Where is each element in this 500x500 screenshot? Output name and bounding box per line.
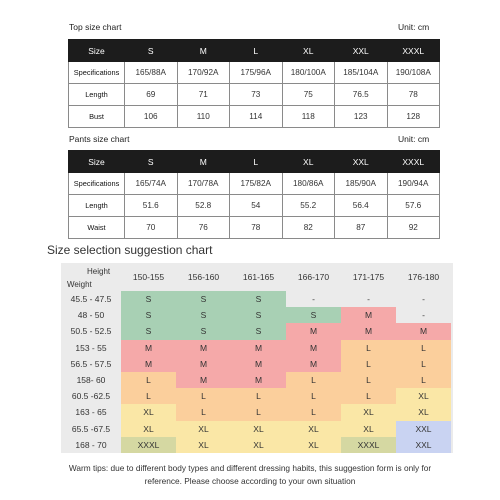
weight-range-label: 60.5 -62.5 [71,391,111,402]
size-header-label: Size [69,40,125,62]
table-cell: 52.8 [177,195,230,217]
row-label: Length [69,195,125,217]
table-row [69,195,440,217]
suggestion-cell: - [286,291,341,307]
suggestion-cell: M [231,372,286,388]
suggestion-cell: M [231,356,286,372]
table-row [69,84,440,106]
table-cell: 128 [387,106,440,128]
size-header-xxxl: XXXL [387,40,440,62]
pants-chart-title: Pants size chart [69,134,130,144]
table-cell: 78 [230,217,283,239]
suggestion-cell: XL [231,437,286,453]
table-cell: 114 [230,106,283,128]
table-cell: 185/90A [335,173,388,195]
suggestion-cell: XXXL [121,437,176,453]
height-range-label: 156-160 [187,272,220,282]
weight-range-label: 48 - 50 [77,310,105,321]
size-header-label: Size [69,151,125,173]
suggestion-cell: L [341,340,396,356]
weight-range-label: 65.5 -67.5 [71,423,111,434]
suggestion-cell: XXXL [341,437,396,453]
weight-range-label: 168 - 70 [75,439,107,450]
size-header-xxxl: XXXL [387,151,440,173]
suggestion-cell: XL [121,404,176,420]
suggestion-cell: - [396,291,451,307]
weight-range-label: 45.5 - 47.5 [70,294,112,305]
suggestion-cell: L [286,404,341,420]
table-cell: 110 [177,106,230,128]
size-header-xxl: XXL [335,151,388,173]
suggestion-cell: L [286,372,341,388]
suggestion-cell: XL [231,421,286,437]
suggestion-cell: L [121,372,176,388]
warm-tips [40,462,460,488]
size-header-xl: XL [282,151,335,173]
suggestion-cell: XL [396,388,451,404]
suggestion-cell: S [121,307,176,323]
table-cell: 190/108A [387,62,440,84]
size-header-xl: XL [282,40,335,62]
table-cell: 190/94A [387,173,440,195]
suggestion-cell: L [176,404,231,420]
table-cell: 69 [125,84,178,106]
warm-tips-line-1: Warm tips: due to different body types and different dressing habits, this suggestion form is only for [68,463,432,473]
height-range-label: 176-180 [407,272,440,282]
height-range-label: 161-165 [242,272,275,282]
weight-range-label: 56.5 - 57.5 [70,358,112,369]
top-chart-title: Top size chart [69,22,122,32]
size-header-s: S [125,151,178,173]
suggestion-cell: L [286,388,341,404]
suggestion-cell: - [341,291,396,307]
row-label: Specifications [69,173,125,195]
table-cell: 123 [335,106,388,128]
weight-range-label: 163 - 65 [75,407,107,418]
table-cell: 57.6 [387,195,440,217]
size-header-m: M [177,40,230,62]
warm-tips-line-2: reference. Please choose according to your own situation [144,476,356,486]
suggestion-cell: M [341,307,396,323]
suggestion-cell: S [231,291,286,307]
suggestion-cell: XL [176,437,231,453]
suggestion-cell: - [396,307,451,323]
table-cell: 75 [282,84,335,106]
size-header-l: L [230,40,283,62]
suggestion-cell: XXL [396,437,451,453]
size-header-m: M [177,151,230,173]
top-chart-unit: Unit: cm [398,22,430,32]
suggestion-cell: S [231,307,286,323]
suggestion-cell: XXL [396,421,451,437]
size-header-s: S [125,40,178,62]
suggestion-cell: M [176,356,231,372]
table-cell: 87 [335,217,388,239]
table-cell: 54 [230,195,283,217]
suggestion-cell: M [286,356,341,372]
table-row [69,106,440,128]
suggestion-cell: M [231,340,286,356]
suggestion-cell: S [286,307,341,323]
suggestion-cell: M [396,323,451,339]
table-cell: 175/96A [230,62,283,84]
table-cell: 76.5 [335,84,388,106]
suggestion-cell: L [176,388,231,404]
suggestion-cell: XL [176,421,231,437]
suggestion-chart-title: Size selection suggestion chart [47,243,213,257]
weight-range-label: 158- 60 [76,375,106,386]
pants-chart-unit: Unit: cm [398,134,430,144]
suggestion-cell: M [286,323,341,339]
suggestion-cell: L [231,388,286,404]
suggestion-cell: S [121,323,176,339]
height-range-label: 171-175 [352,272,385,282]
table-cell: 185/104A [335,62,388,84]
table-cell: 55.2 [282,195,335,217]
suggestion-cell: M [341,323,396,339]
weight-range-label: 50.5 - 52.5 [70,326,112,337]
suggestion-cell: XL [121,421,176,437]
table-cell: 175/82A [230,173,283,195]
row-label: Length [69,84,125,106]
suggestion-cell: L [121,388,176,404]
suggestion-cell: L [231,404,286,420]
table-cell: 170/78A [177,173,230,195]
row-label: Waist [69,217,125,239]
row-label: Specifications [69,62,125,84]
table-cell: 170/92A [177,62,230,84]
pants-size-table [68,150,440,239]
suggestion-cell: M [176,340,231,356]
suggestion-cell: L [396,356,451,372]
suggestion-cell: M [121,340,176,356]
table-cell: 71 [177,84,230,106]
height-range-label: 166-170 [297,272,330,282]
weight-axis-label: Weight [67,280,92,289]
suggestion-cell: M [121,356,176,372]
suggestion-cell: M [176,372,231,388]
suggestion-cell: S [176,291,231,307]
table-cell: 82 [282,217,335,239]
size-header-xxl: XXL [335,40,388,62]
size-header-l: L [230,151,283,173]
table-cell: 180/86A [282,173,335,195]
table-row [69,217,440,239]
table-row [69,62,440,84]
table-cell: 118 [282,106,335,128]
table-row [69,173,440,195]
suggestion-cell: S [176,323,231,339]
suggestion-cell: XL [341,404,396,420]
suggestion-grid [61,263,453,453]
table-cell: 73 [230,84,283,106]
suggestion-cell: L [341,356,396,372]
table-cell: 165/88A [125,62,178,84]
suggestion-cell: S [121,291,176,307]
table-cell: 78 [387,84,440,106]
suggestion-cell: XL [286,421,341,437]
suggestion-cell: L [396,372,451,388]
table-cell: 106 [125,106,178,128]
top-size-table [68,39,440,128]
table-cell: 92 [387,217,440,239]
suggestion-cell: XL [286,437,341,453]
table-cell: 76 [177,217,230,239]
table-cell: 70 [125,217,178,239]
suggestion-cell: L [341,372,396,388]
height-axis-label: Height [87,267,111,276]
table-cell: 165/74A [125,173,178,195]
suggestion-cell: XL [341,421,396,437]
suggestion-cell: S [231,323,286,339]
suggestion-cell: XL [396,404,451,420]
height-range-label: 150-155 [132,272,165,282]
suggestion-cell: S [176,307,231,323]
table-cell: 56.4 [335,195,388,217]
table-cell: 51.6 [125,195,178,217]
suggestion-cell: L [396,340,451,356]
suggestion-cell: L [341,388,396,404]
row-label: Bust [69,106,125,128]
table-cell: 180/100A [282,62,335,84]
weight-range-label: 153 - 55 [75,342,107,353]
suggestion-cell: M [286,340,341,356]
